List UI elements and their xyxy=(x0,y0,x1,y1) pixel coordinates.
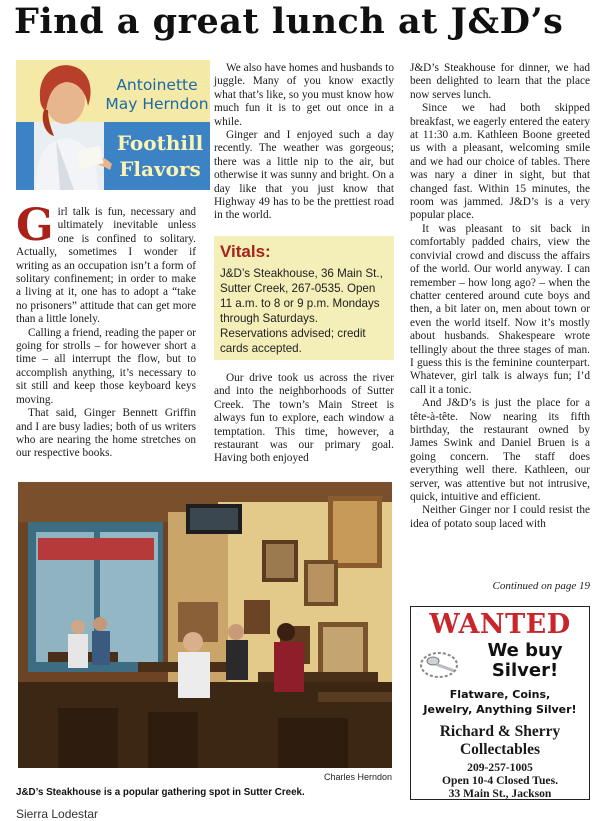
paragraph: Since we had both skipped breakfast, we eagerly entered the eatery at 11:30 a.m. Kathleen Boone greeted us with a pleasant, welcoming smile and we had our choice of tables. There was nary a diner in sight, but that changed fast. Within 15 minutes, the room was jammed. J&D’s is a very popular place. xyxy=(410,102,590,222)
ad-hours: Open 10-4 Closed Tues. xyxy=(442,774,558,787)
paragraph: We also have homes and husbands to juggle. Many of you know exactly what that’s like, so you must know how much fun it is to get out once in a while. xyxy=(214,62,394,128)
paragraph: Neither Ginger nor I could resist the idea of potato soup laced with xyxy=(410,504,590,530)
article-column-2-continued xyxy=(214,372,394,466)
publication-name: Sierra Lodestar xyxy=(16,807,99,821)
ad-tagline-line: We buy xyxy=(487,640,563,661)
ad-items-line: Jewelry, Anything Silver! xyxy=(423,703,577,716)
paragraph: And J&D’s is just the place for a tête-à-tête. Now nearing its fifth birthday, the restaurant owned by James Swink and Daniel Bruen is a going concern. The staff does everything well there. Kathleen, our server, was attentive but not intrusive, quick, intuitive and efficient. xyxy=(410,397,590,503)
article-column-3 xyxy=(410,62,590,531)
vitals-box xyxy=(214,236,394,360)
vitals-title: Vitals: xyxy=(220,242,271,261)
page-headline: Find a great lunch at J&D’s xyxy=(14,1,564,42)
article-column-2 xyxy=(214,62,394,223)
ad-tagline-line: Silver! xyxy=(491,660,559,681)
article-column-1 xyxy=(16,200,196,461)
paragraph: Calling a friend, reading the paper or going for strolls – for however short a time – all interrupt the flow, but to accomplish anything, it’s necessary to sit still and keep those keyboard keys moving. xyxy=(16,326,196,406)
paragraph: irl talk is fun, necessary and ultimately inevitable unless one is confined to solitary. Actually, sometimes I wonder if writing as an occupation isn’t a form of solitary confinement; in order to make a living at it, one has to adopt a “take no prisoners” attitude that can get more than a little lonely. xyxy=(16,206,196,326)
ad-business-line: Richard & Sherry xyxy=(439,723,561,740)
paragraph: Our drive took us across the river and into the neighborhoods of Sutter Creek. The town’s Main Street is always fun to explore, each window a temptation. This time, however, a restaurant was our primary goal. Having both enjoyed xyxy=(214,372,394,465)
vitals-text: J&D’s Steakhouse, 36 Main St., Sutter Creek, 267-0535. Open 11 a.m. to 8 or 9 p.m. Mondays through Saturdays. Reservations advised; credit cards accepted. xyxy=(220,267,383,355)
photo-credit: Charles Herndon xyxy=(323,772,392,782)
paragraph: That said, Ginger Bennett Griffin and I are busy ladies; both of us writers who are nearing the home stretches on our respective books. xyxy=(16,407,196,460)
restaurant-photo xyxy=(18,482,392,768)
columnist-name: Antoinette May Herndon xyxy=(105,76,209,113)
ad-items-line: Flatware, Coins, xyxy=(449,688,551,701)
ad-tagline xyxy=(461,641,589,681)
ad-business-name xyxy=(411,723,589,759)
drop-cap: G xyxy=(16,200,54,251)
restaurant-interior-illustration xyxy=(18,482,392,768)
paragraph: J&D’s Steakhouse for dinner, we had been delighted to learn that the place now serves lunch. xyxy=(410,62,590,101)
ad-business-line: Collectables xyxy=(459,741,541,758)
ad-phone: 209-257-1005 xyxy=(467,761,533,774)
paragraph: It was pleasant to sit back in comfortably padded chairs, view the convivial crowd and discuss the affairs of the world. Our world anyway. I can remember – how long ago? – when the chatter centered around cute boys and then, a bit later on, men about town or even the world itself. Now it’s mostly about husbands. Shakespeare wrote tellingly about the three stages of man. I guess this is the feminine counterpart. Whatever, girl talk is always fun; I’d call it a tonic. xyxy=(410,222,590,396)
silverware-icon xyxy=(417,643,461,687)
photo-caption: J&D’s Steakhouse is a popular gathering spot in Sutter Creek. xyxy=(16,787,305,798)
column-title: Foothill Flavors xyxy=(116,131,204,181)
continued-note: Continued on page 19 xyxy=(492,580,590,592)
ad-items xyxy=(411,687,589,717)
column-banner xyxy=(16,60,210,190)
ad-address: 33 Main St., Jackson xyxy=(448,787,552,800)
paragraph: Ginger and I enjoyed such a day recently. The weather was gorgeous; there was a little nip to the air, but otherwise it was sunny and bright. On a day like that you just know that Highway 49 has to be the prettiest road in the world. xyxy=(214,129,394,222)
ad-contact xyxy=(411,761,589,800)
ad-headline: WANTED xyxy=(429,609,571,640)
silver-buyer-ad xyxy=(410,606,590,800)
